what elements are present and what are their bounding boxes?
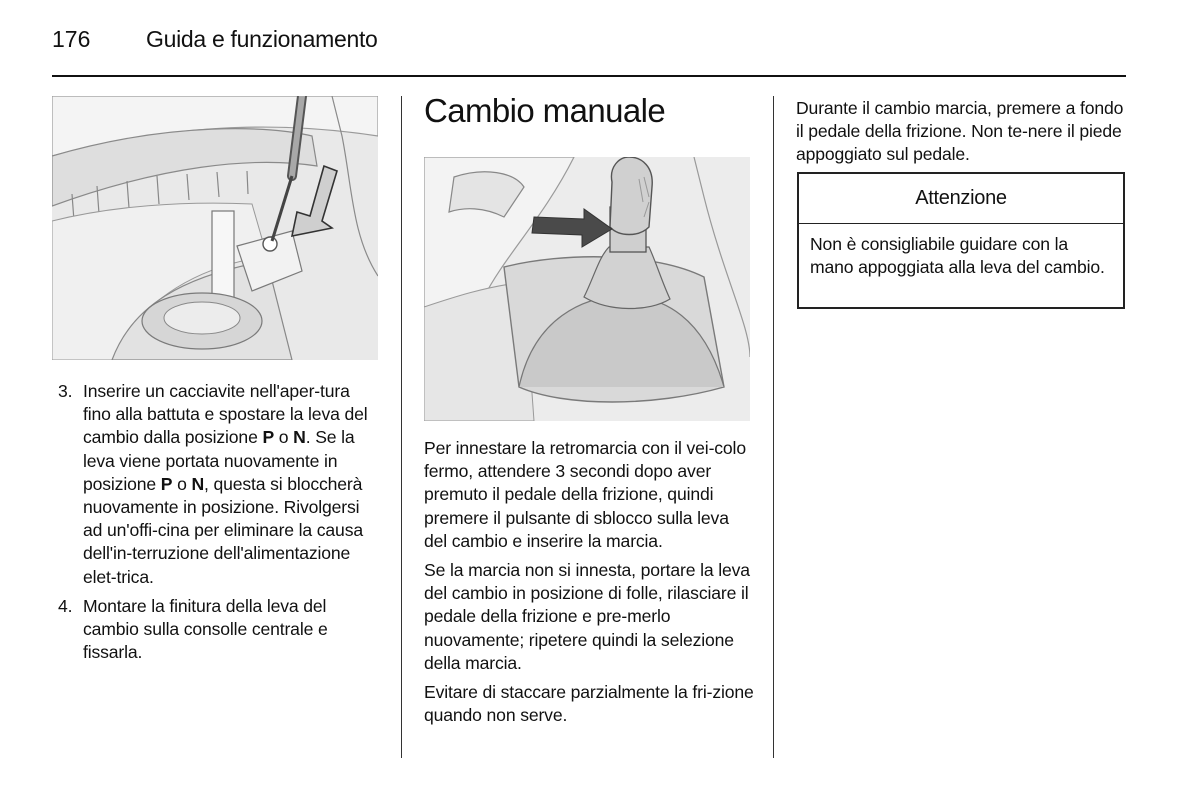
header-rule bbox=[52, 75, 1126, 77]
bold-gear-label: N bbox=[191, 473, 205, 494]
step-text: Montare la finitura della leva del cambio sulla consolle centrale e fissarla. bbox=[83, 595, 328, 663]
step-number: 3. bbox=[58, 381, 73, 401]
warning-box bbox=[797, 172, 1125, 309]
paragraph: Se la marcia non si innesta, portare la leva del cambio in posizione di folle, rilasciare il pedale della frizione e pre-merlo nuovamente; ripetere quindi la selezione della marcia. bbox=[424, 560, 750, 673]
text-segment: Inserire un cacciavite nell'aper-tura fino alla battuta e spostare la leva del cambio dalla posizione bbox=[83, 381, 368, 448]
bold-gear-label: P bbox=[262, 427, 275, 448]
text-segment: . Se la leva viene portata nuovamente in posizione bbox=[83, 427, 355, 494]
text-segment: o bbox=[274, 427, 294, 448]
bold-gear-label: P bbox=[160, 473, 173, 494]
section-title: Guida e funzionamento bbox=[146, 26, 378, 52]
instruction-steps bbox=[58, 380, 382, 670]
bold-gear-label: N bbox=[293, 427, 306, 448]
screwdriver-release-illustration bbox=[52, 96, 378, 360]
manual-gearbox-text bbox=[424, 437, 756, 733]
screwdriver-release-icon bbox=[52, 96, 378, 360]
list-item bbox=[58, 380, 382, 589]
list-item bbox=[58, 595, 382, 665]
gear-lever-illustration bbox=[424, 157, 750, 421]
column-divider bbox=[401, 96, 402, 758]
paragraph: Per innestare la retromarcia con il vei-colo fermo, attendere 3 secondi dopo aver premuto il pedale della frizione, quindi premere il pulsante di sblocco sulla leva del cambio e inserire la marcia. bbox=[424, 438, 746, 551]
warning-text: Non è consigliabile guidare con la mano appoggiata alla leva del cambio. bbox=[810, 234, 1105, 278]
step-number: 4. bbox=[58, 595, 73, 616]
text-segment: o bbox=[172, 473, 192, 494]
section-heading: Cambio manuale bbox=[424, 92, 666, 129]
paragraph: Durante il cambio marcia, premere a fondo il pedale della frizione. Non te-nere il piede appoggiato sul pedale. bbox=[796, 98, 1124, 165]
warning-title: Attenzione bbox=[799, 174, 1123, 224]
page-number: 176 bbox=[52, 26, 91, 52]
paragraph: Evitare di staccare parzialmente la fri-zione quando non serve. bbox=[424, 682, 754, 726]
page-header bbox=[52, 26, 378, 56]
step-text bbox=[83, 380, 382, 589]
text-segment: , questa si bloccherà nuovamente in posizione. Rivolgersi ad un'offi-cina per eliminare la causa dell'in-terruzione dell'alimentazione elet-trica. bbox=[83, 473, 363, 587]
gear-lever-icon bbox=[424, 157, 750, 421]
column-divider bbox=[773, 96, 774, 758]
